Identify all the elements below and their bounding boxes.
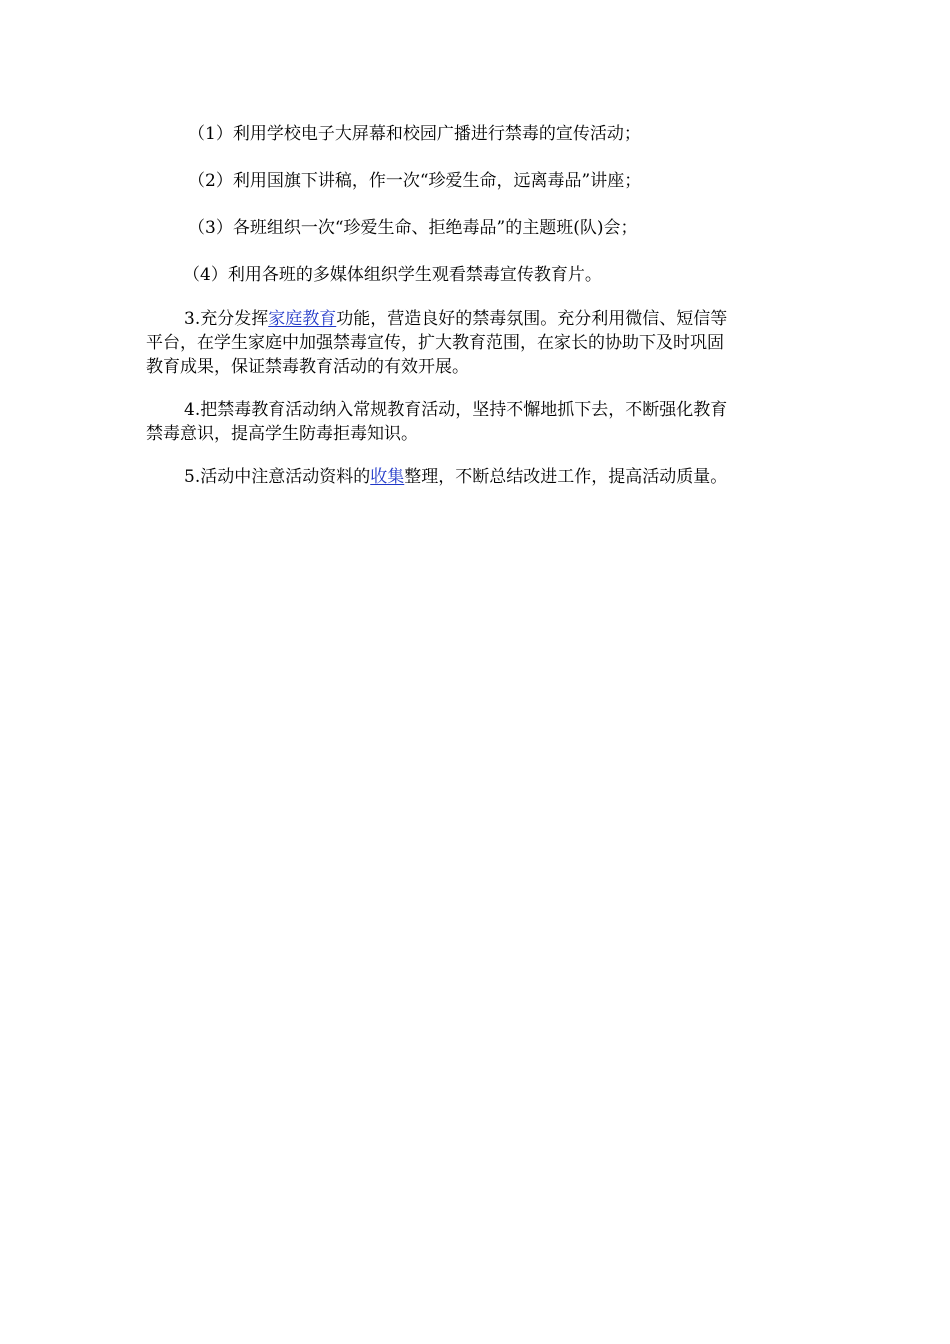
paragraph-4-line-2: 禁毒意识，提高学生防毒拒毒知识。	[146, 424, 418, 444]
document-body	[146, 122, 806, 508]
list-item-1: （1）利用学校电子大屏幕和校园广播进行禁毒的宣传活动；	[188, 124, 641, 144]
paragraph-5-text-post: 整理，不断总结改进工作，提高活动质量。	[404, 467, 728, 487]
collection-link[interactable]: 收集	[370, 467, 405, 487]
paragraph-3	[146, 307, 806, 379]
paragraph-3-text-pre: 3.充分发挥	[184, 309, 269, 329]
list-item-4: （4）利用各班的多媒体组织学生观看禁毒宣传教育片。	[183, 265, 602, 285]
paragraph-4-line-1: 4.把禁毒教育活动纳入常规教育活动，坚持不懈地抓下去，不断强化教育	[184, 400, 728, 420]
paragraph-5	[146, 465, 806, 489]
paragraph-3-line-3: 教育成果，保证禁毒教育活动的有效开展。	[146, 357, 469, 377]
paragraph-3-text-post: 功能，营造良好的禁毒氛围。充分利用微信、短信等	[336, 309, 728, 329]
list-item-3: （3）各班组织一次“珍爱生命、拒绝毒品”的主题班(队)会；	[188, 218, 638, 238]
paragraph-5-text-pre: 5.活动中注意活动资料的	[184, 467, 371, 487]
paragraph-5-line-1	[146, 465, 806, 489]
family-education-link[interactable]: 家庭教育	[268, 309, 337, 329]
paragraph-3-line-2: 平台，在学生家庭中加强禁毒宣传，扩大教育范围，在家长的协助下及时巩固	[146, 333, 724, 353]
list-item-2: （2）利用国旗下讲稿，作一次“珍爱生命，远离毒品”讲座；	[188, 171, 642, 191]
paragraph-4	[146, 398, 806, 446]
paragraph-3-line-1	[146, 307, 806, 331]
